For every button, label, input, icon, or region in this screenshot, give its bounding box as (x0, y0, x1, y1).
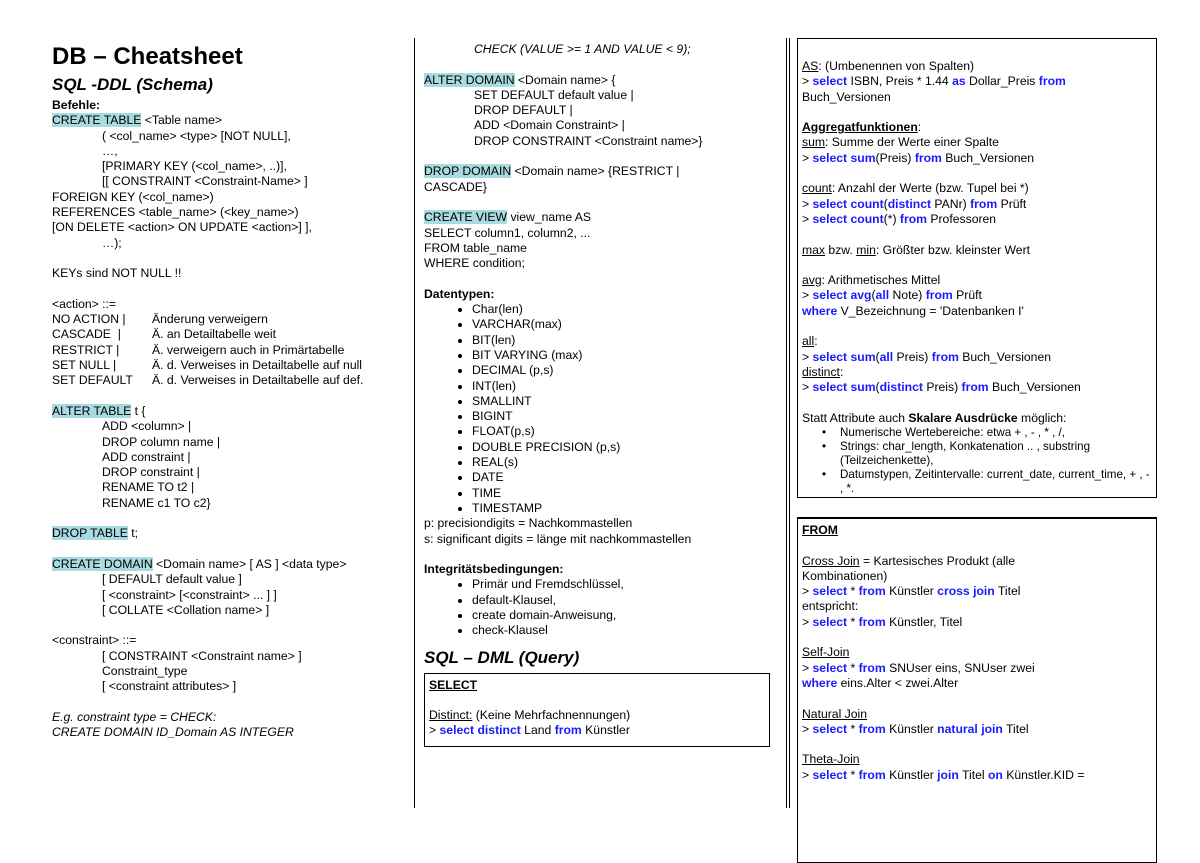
integritaet-heading: Integritätsbedingungen: (424, 562, 564, 577)
code-line: [ DEFAULT default value ] (102, 572, 242, 587)
column-divider-3 (789, 38, 790, 808)
column-divider-1 (414, 38, 415, 808)
code-line: SET DEFAULT default value | (474, 87, 634, 102)
list-item: • default-Klausel, (472, 593, 780, 608)
list-item: • REAL(s) (472, 455, 780, 470)
list-item: • INT(len) (472, 379, 780, 394)
sum-line: sum: Summe der Werte einer Spalte (802, 135, 999, 150)
sql-query: where eins.Alter < zwei.Alter (802, 675, 959, 690)
list-item: • Datumstypen, Zeitintervalle: current_date, current_time, + , - , *. (822, 468, 1152, 496)
column-2 (424, 42, 780, 747)
example-line: CREATE DOMAIN ID_Domain AS INTEGER (52, 725, 294, 740)
select-heading: SELECT (429, 677, 478, 692)
maxmin-line: max bzw. min: Größter bzw. kleinster Wert (802, 242, 1031, 257)
list-item: • Primär und Fremdschlüssel, (472, 577, 780, 592)
sql-query: > select sum(Preis) from Buch_Versionen (802, 150, 1035, 165)
code-line: RENAME TO t2 | (102, 480, 195, 495)
self-join-label: Self-Join (802, 645, 850, 660)
list-item: • DECIMAL (p,s) (472, 363, 780, 378)
code-line: Constraint_type (102, 663, 188, 678)
example-line: E.g. constraint type = CHECK: (52, 709, 217, 724)
sql-query: > select * from SNUser eins, SNUser zwei (802, 660, 1035, 675)
check-line: CHECK (VALUE >= 1 AND VALUE < 9); (474, 42, 691, 56)
skalar-list (802, 426, 1152, 496)
alter-domain-line: ALTER DOMAIN <Domain name> { (424, 72, 616, 87)
cross-join-line: Cross Join = Kartesisches Produkt (alle (802, 553, 1016, 568)
sql-query: where V_Bezeichnung = 'Datenbanken I' (802, 303, 1024, 318)
code-line: FOREIGN KEY (<col_name>) (52, 189, 214, 204)
sql-query: > select count(*) from Professoren (802, 211, 997, 226)
distinct-line: distinct: (802, 364, 844, 379)
code-line: [[ CONSTRAINT <Constraint-Name> ] (102, 174, 308, 189)
list-item: • DATE (472, 470, 780, 485)
list-item: • BIT VARYING (max) (472, 348, 780, 363)
alter-domain-keyword: ALTER DOMAIN (424, 72, 515, 87)
create-table-line (52, 113, 404, 128)
avg-line: avg: Arithmetisches Mittel (802, 273, 941, 288)
create-view-keyword: CREATE VIEW (424, 210, 508, 225)
ddl-heading: SQL -DDL (Schema) (52, 75, 213, 94)
code-line: DROP CONSTRAINT <Constraint name>} (474, 133, 703, 148)
column-1 (52, 42, 404, 740)
code-line: ADD <Domain Constraint> | (474, 118, 625, 133)
code-line: FROM table_name (424, 240, 527, 255)
create-domain-line: CREATE DOMAIN <Domain name> [ AS ] <data type> (52, 556, 347, 571)
drop-domain-line: DROP DOMAIN <Domain name> {RESTRICT | (424, 164, 680, 179)
drop-table-line: DROP TABLE t; (52, 526, 139, 541)
list-item: • SMALLINT (472, 394, 780, 409)
action-row: CASCADE | Ä. an Detailtabelle weit (52, 327, 276, 342)
code-line: DROP column name | (102, 434, 221, 449)
sql-query: > select * from Künstler natural join Titel (802, 721, 1029, 736)
sql-query: > select sum(all Preis) from Buch_Versionen (802, 349, 1052, 364)
cross-join-line-cont: Kombinationen) (802, 568, 888, 583)
list-item: • FLOAT(p,s) (472, 424, 780, 439)
code-line: [ CONSTRAINT <Constraint name> ] (102, 648, 302, 663)
from-box (797, 517, 1157, 863)
create-table-rest: <Table name> (141, 113, 223, 128)
code-line: …, (102, 143, 118, 158)
list-item: • check-Klausel (472, 623, 780, 638)
list-item: • TIME (472, 486, 780, 501)
all-line: all: (802, 334, 818, 349)
code-line: [PRIMARY KEY (<col_name>, ..)], (102, 159, 287, 174)
datentypen-heading: Datentypen: (424, 286, 495, 301)
code-line: ADD constraint | (102, 449, 191, 464)
befehle-label: Befehle: (52, 98, 101, 112)
code-line: RENAME c1 TO c2} (102, 495, 211, 510)
action-row: NO ACTION | Änderung verweigern (52, 312, 268, 327)
code-line: DROP DEFAULT | (474, 103, 573, 118)
action-list (52, 312, 404, 388)
agg-heading: Aggregatfunktionen: (802, 120, 922, 135)
code-line: SELECT column1, column2, ... (424, 225, 591, 240)
page-title: DB – Cheatsheet (52, 43, 243, 70)
code-line: DROP constraint | (102, 465, 200, 480)
sql-query: > select count(distinct PANr) from Prüft (802, 196, 1027, 211)
dml-heading: SQL – DML (Query) (424, 647, 580, 667)
drop-domain-keyword: DROP DOMAIN (424, 164, 512, 179)
list-item: • BIT(len) (472, 333, 780, 348)
constraint-definition: <constraint> ::= (52, 633, 137, 648)
list-item: • TIMESTAMP (472, 501, 780, 516)
sql-query: > select sum(distinct Preis) from Buch_Versionen (802, 380, 1081, 395)
drop-table-keyword: DROP TABLE (52, 526, 128, 541)
list-item: • create domain-Anweisung, (472, 608, 780, 623)
action-definition: <action> ::= (52, 296, 117, 311)
action-row: RESTRICT | Ä. verweigern auch in Primärtabelle (52, 342, 345, 357)
code-line: CASCADE} (424, 179, 487, 194)
alter-table-line: ALTER TABLE t { (52, 403, 146, 418)
list-item: • Numerische Wertebereiche: etwa + , - , * , /, (822, 426, 1152, 440)
code-line: …); (102, 235, 122, 250)
skalar-line: Statt Attribute auch Skalare Ausdrücke möglich: (802, 410, 1067, 425)
list-item: • Char(len) (472, 302, 780, 317)
sql-query: > select ISBN, Preis * 1.44 as Dollar_Preis from (802, 74, 1066, 89)
create-table-keyword: CREATE TABLE (52, 113, 142, 128)
entspricht-label: entspricht: (802, 599, 859, 614)
aggregate-box (797, 38, 1157, 498)
action-row: SET NULL | Ä. d. Verweises in Detailtabelle auf null (52, 358, 363, 373)
keys-note: KEYs sind NOT NULL !! (52, 266, 182, 281)
from-heading: FROM (802, 523, 838, 537)
natural-join-label: Natural Join (802, 706, 868, 721)
sql-query: > select distinct Land from Künstler (429, 723, 630, 738)
code-line: [ <constraint attributes> ] (102, 679, 237, 694)
code-line: WHERE condition; (424, 256, 525, 271)
create-view-line: CREATE VIEW view_name AS (424, 210, 592, 225)
sql-query: > select * from Künstler cross join Titel (802, 584, 1021, 599)
as-line: AS: (Umbenennen von Spalten) (802, 59, 975, 73)
precision-note: p: precisiondigits = Nachkommastellen (424, 516, 633, 531)
list-item: • BIGINT (472, 409, 780, 424)
select-box (424, 673, 770, 747)
significant-note: s: significant digits = länge mit nachkommastellen (424, 531, 692, 546)
code-line: REFERENCES <table_name> (<key_name>) (52, 205, 299, 220)
create-domain-keyword: CREATE DOMAIN (52, 556, 153, 571)
sql-query: > select * from Künstler, Titel (802, 614, 963, 629)
code-line: ADD <column> | (102, 419, 192, 434)
sql-query: > select * from Künstler join Titel on Künstler.KID = (802, 767, 1085, 782)
code-line: [ON DELETE <action> ON UPDATE <action>] ], (52, 220, 312, 235)
list-item: • DOUBLE PRECISION (p,s) (472, 440, 780, 455)
theta-join-label: Theta-Join (802, 752, 860, 767)
sql-query-cont: Buch_Versionen (802, 89, 891, 104)
integrity-list (424, 577, 780, 638)
count-line: count: Anzahl der Werte (bzw. Tupel bei *) (802, 181, 1029, 196)
action-row: SET DEFAULT Ä. d. Verweises in Detailtabelle auf def. (52, 373, 364, 388)
code-line: [ COLLATE <Collation name> ] (102, 602, 270, 617)
list-item: • VARCHAR(max) (472, 317, 780, 332)
code-line: [ <constraint> [<constraint> ... ] ] (102, 587, 277, 602)
sql-query: > select avg(all Note) from Prüft (802, 288, 982, 303)
code-line: ( <col_name> <type> [NOT NULL], (102, 128, 291, 143)
alter-table-keyword: ALTER TABLE (52, 403, 132, 418)
list-item: • Strings: char_length, Konkatenation .. , substring (Teilzeichenkette), (822, 440, 1152, 468)
column-divider-2 (786, 38, 787, 808)
datatype-list (424, 302, 780, 516)
distinct-line: Distinct: (Keine Mehrfachnennungen) (429, 708, 631, 723)
